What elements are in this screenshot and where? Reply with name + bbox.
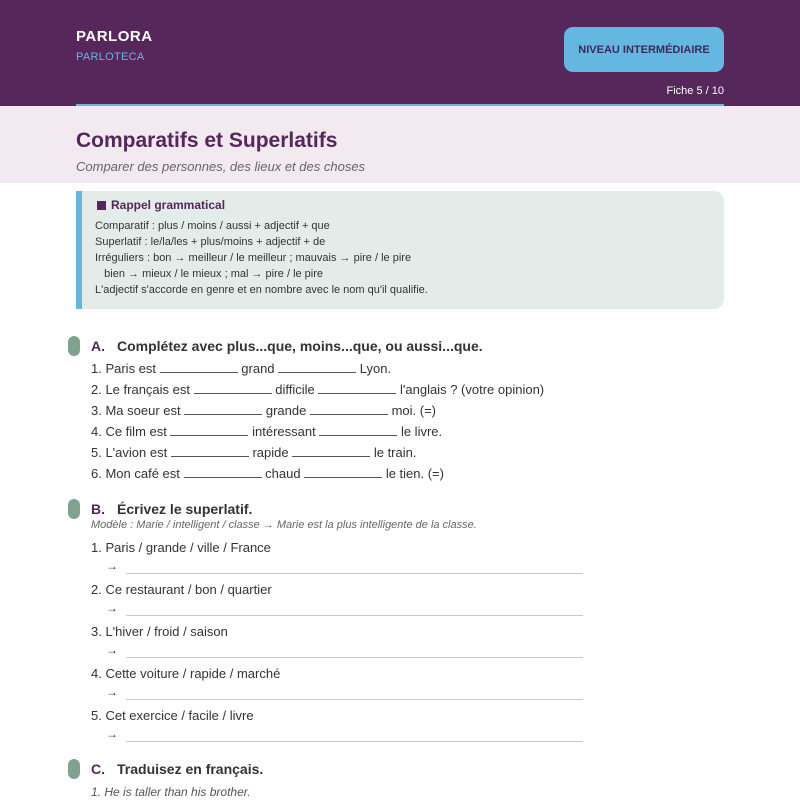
exercise-a-item-1 — [91, 361, 391, 376]
answer-line[interactable] — [126, 615, 583, 616]
arrow-icon: → — [106, 685, 118, 699]
exercise-b-item-3: 3. L'hiver / froid / saison — [91, 624, 228, 639]
item-adjective: rapide — [252, 445, 289, 460]
grammar-recall-box — [76, 191, 724, 309]
answer-row — [106, 603, 583, 617]
answer-blank[interactable] — [318, 382, 396, 394]
section-b-title: Écrivez le superlatif. — [117, 501, 253, 517]
item-adjective: grand — [241, 361, 275, 376]
answer-blank[interactable] — [184, 466, 262, 478]
answer-blank[interactable] — [184, 403, 262, 415]
brand-name: PARLORA — [76, 28, 153, 45]
recall-lines — [95, 218, 428, 298]
answer-line[interactable] — [126, 741, 583, 742]
page-counter: Fiche 5 / 10 — [666, 85, 724, 97]
exercise-a-item-6 — [91, 466, 444, 481]
section-b-marker — [68, 499, 80, 519]
arrow-icon: → — [106, 601, 118, 615]
recall-line: Superlatif : le/la/les + plus/moins + adjectif + de — [95, 236, 326, 248]
sub-brand: PARLOTECA — [76, 51, 145, 63]
item-prefix: 4. Ce film est — [91, 424, 167, 439]
item-prefix: 1. Paris est — [91, 361, 157, 376]
answer-blank[interactable] — [160, 361, 238, 373]
answer-blank[interactable] — [292, 445, 370, 457]
section-a-title: Complétez avec plus...que, moins...que, ou aussi...que. — [117, 338, 483, 354]
recall-heading — [97, 198, 225, 212]
item-adjective: intéressant — [252, 424, 316, 439]
exercise-b-item-5: 5. Cet exercice / facile / livre — [91, 708, 254, 723]
item-suffix: l'anglais ? (votre opinion) — [400, 382, 545, 397]
model-example: Modèle : Marie / intelligent / classe → Marie est la plus intelligente de la classe. — [91, 519, 477, 531]
section-a-heading — [91, 338, 483, 354]
answer-blank[interactable] — [171, 445, 249, 457]
translation-item-1: 1. He is taller than his brother. — [91, 785, 251, 799]
recall-line: bien → mieux / le mieux ; mal → pire / le pire — [95, 268, 324, 280]
section-c-marker — [68, 759, 80, 779]
section-c-title: Traduisez en français. — [117, 761, 264, 777]
section-c-heading — [91, 761, 263, 777]
level-badge[interactable]: NIVEAU INTERMÉDIAIRE — [564, 27, 724, 72]
section-c-letter: C. — [91, 761, 105, 777]
answer-blank[interactable] — [304, 466, 382, 478]
section-b-letter: B. — [91, 501, 105, 517]
item-suffix: le tien. (=) — [385, 466, 444, 481]
section-a-marker — [68, 336, 80, 356]
recall-line: Irréguliers : bon → meilleur / le meilleur ; mauvais → pire / le pire — [95, 252, 412, 264]
answer-line[interactable] — [126, 657, 583, 658]
recall-line: L'adjectif s'accorde en genre et en nombre avec le nom qu'il qualifie. — [95, 284, 428, 296]
answer-blank[interactable] — [194, 382, 272, 394]
arrow-icon: → — [106, 643, 118, 657]
page-subtitle: Comparer des personnes, des lieux et des choses — [76, 159, 366, 174]
item-suffix: Lyon. — [359, 361, 392, 376]
item-suffix: moi. (=) — [391, 403, 437, 418]
item-adjective: difficile — [275, 382, 315, 397]
item-prefix: 3. Ma soeur est — [91, 403, 181, 418]
item-prefix: 2. Le français est — [91, 382, 190, 397]
item-adjective: chaud — [265, 466, 301, 481]
item-suffix: le train. — [373, 445, 417, 460]
answer-blank[interactable] — [278, 361, 356, 373]
answer-row — [106, 687, 583, 701]
exercise-a-item-5 — [91, 445, 416, 460]
answer-blank[interactable] — [310, 403, 388, 415]
answer-line[interactable] — [126, 699, 583, 700]
item-adjective: grande — [265, 403, 307, 418]
exercise-a-item-4 — [91, 424, 442, 439]
item-suffix: le livre. — [400, 424, 443, 439]
answer-blank[interactable] — [319, 424, 397, 436]
answer-row — [106, 729, 583, 743]
section-a-letter: A. — [91, 338, 105, 354]
recall-line: Comparatif : plus / moins / aussi + adjectif + que — [95, 220, 330, 232]
exercise-b-item-1: 1. Paris / grande / ville / France — [91, 540, 271, 555]
page-title: Comparatifs et Superlatifs — [76, 129, 338, 152]
exercise-a-item-3 — [91, 403, 436, 418]
answer-line[interactable] — [126, 573, 583, 574]
page-header — [0, 0, 800, 106]
arrow-icon: → — [106, 727, 118, 741]
arrow-icon: → — [106, 559, 118, 573]
answer-blank[interactable] — [170, 424, 248, 436]
exercise-b-item-2: 2. Ce restaurant / bon / quartier — [91, 582, 272, 597]
item-prefix: 5. L'avion est — [91, 445, 168, 460]
exercise-b-item-4: 4. Cette voiture / rapide / marché — [91, 666, 281, 681]
exercise-a-item-2 — [91, 382, 544, 397]
answer-row — [106, 645, 583, 659]
square-bullet-icon — [97, 201, 106, 210]
item-prefix: 6. Mon café est — [91, 466, 180, 481]
recall-title: Rappel grammatical — [111, 198, 226, 212]
answer-row — [106, 561, 583, 575]
section-b-heading — [91, 501, 252, 517]
